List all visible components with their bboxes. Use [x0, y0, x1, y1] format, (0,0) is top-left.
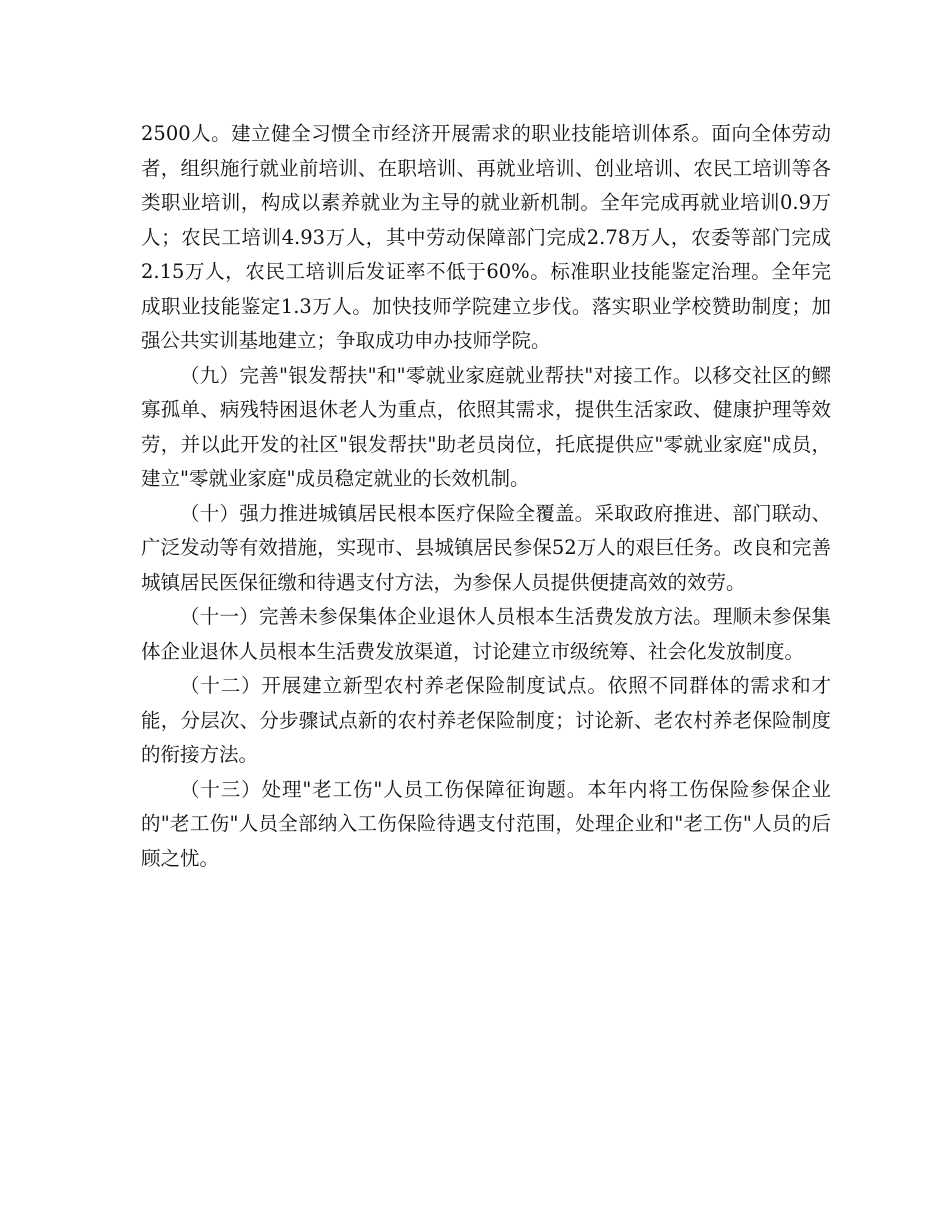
document-body	[141, 117, 831, 876]
paragraph-medical-insurance: （十）强力推进城镇居民根本医疗保险全覆盖。采取政府推进、部门联动、广泛发动等有效措施，实现市、县城镇居民参保52万人的艰巨任务。改良和完善城镇居民医保征缴和待遇支付方法，为参保人员提供便捷高效的效劳。	[141, 501, 831, 594]
paragraph-work-injury: （十三）处理"老工伤"人员工伤保障征询题。本年内将工伤保险参保企业的"老工伤"人员全部纳入工伤保险待遇支付范围，处理企业和"老工伤"人员的后顾之忧。	[141, 777, 831, 870]
paragraph-rural-pension: （十二）开展建立新型农村养老保险制度试点。依照不同群体的需求和才能，分层次、分步骤试点新的农村养老保险制度；讨论新、老农村养老保险制度的衔接方法。	[141, 674, 831, 766]
paragraph-vocational-training: 2500人。建立健全习惯全市经济开展需求的职业技能培训体系。面向全体劳动者，组织施行就业前培训、在职培训、再就业培训、创业培训、农民工培训等各类职业培训，构成以素养就业为主导的就业新机制。全年完成再就业培训0.9万人；农民工培训4.93万人，其中劳动保障部门完成2.78万人，农委等部门完成2.15万人，农民工培训后发证率不低于60%。标准职业技能鉴定治理。全年完成职业技能鉴定1.3万人。加快技师学院建立步伐。落实职业学校赞助制度；加强公共实训基地建立；争取成功申办技师学院。	[141, 122, 831, 352]
paragraph-silver-aid: （九）完善"银发帮扶"和"零就业家庭就业帮扶"对接工作。以移交社区的鳏寡孤单、病残特困退休老人为重点，依照其需求，提供生活家政、健康护理等效劳，并以此开发的社区"银发帮扶"助老员岗位，托底提供应"零就业家庭"成员，建立"零就业家庭"成员稳定就业的长效机制。	[141, 363, 831, 490]
paragraph-retiree-allowance: （十一）完善未参保集体企业退休人员根本生活费发放方法。理顺未参保集体企业退休人员根本生活费发放渠道，讨论建立市级统筹、社会化发放制度。	[141, 605, 831, 663]
